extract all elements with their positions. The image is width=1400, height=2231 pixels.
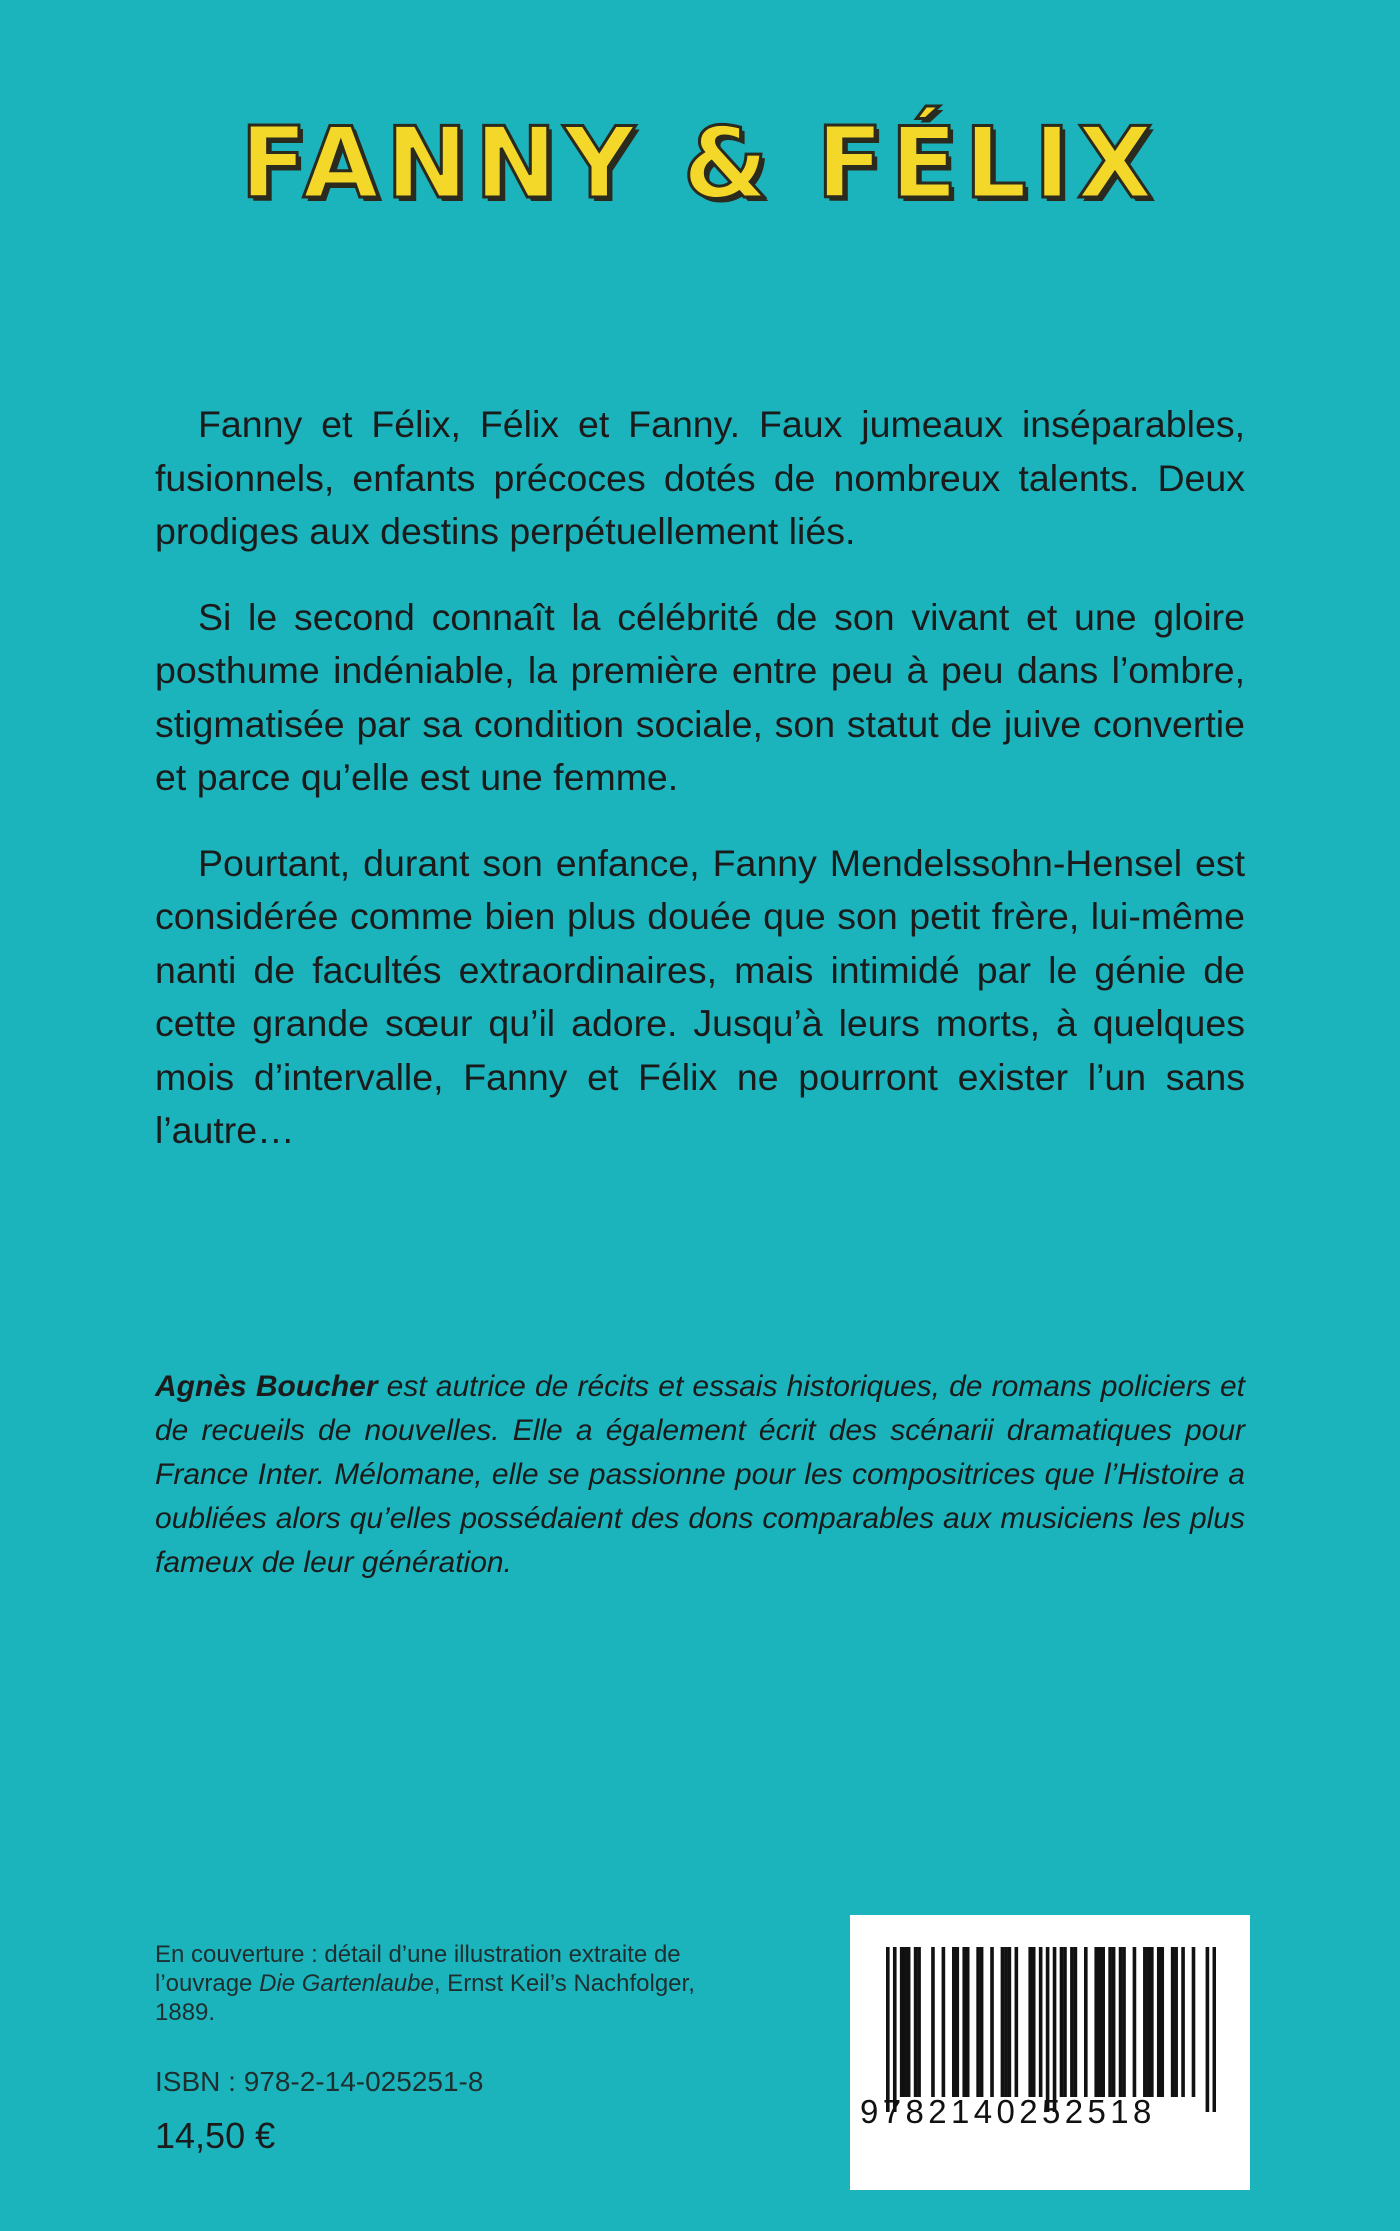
barcode-bar: [1213, 1947, 1216, 2112]
barcode-bar: [900, 1947, 904, 2097]
barcode-bar: [1046, 1947, 1050, 2112]
barcode-bar: [1039, 1947, 1043, 2097]
barcode-bar: [1122, 1947, 1126, 2097]
barcode-bar: [1133, 1947, 1137, 2097]
isbn: ISBN : 978-2-14-025251-8: [155, 2066, 484, 2097]
barcode-bar: [990, 1947, 994, 2097]
barcode-bar: [1001, 1947, 1005, 2097]
summary-paragraph: Fanny et Félix, Félix et Fanny. Faux jumeaux inséparables, fusionnels, enfants précoces dotés de nombreux talents. Deux prodiges aux destins perpétuellement liés.: [155, 403, 1245, 552]
cover-credit: [155, 1940, 745, 2027]
barcode-bar: [1063, 1947, 1067, 2097]
barcode-bar: [942, 1947, 946, 2097]
barcode-bar: [955, 1947, 959, 2097]
barcode-bar: [1147, 1947, 1151, 2097]
barcode-bar: [1160, 1947, 1164, 2097]
barcode-bar: [1101, 1947, 1105, 2097]
barcode-bar: [1174, 1947, 1178, 2097]
barcode: [850, 1915, 1250, 2190]
barcode-bar: [886, 1947, 890, 2112]
barcode-bar: [1053, 1947, 1057, 2112]
barcode-bar: [1084, 1947, 1088, 2097]
barcode-bar: [1192, 1947, 1196, 2097]
barcode-number: 9782140252518: [860, 2093, 1156, 2130]
summary: [155, 398, 1245, 1190]
barcode-bar: [903, 1947, 907, 2097]
barcode-bar: [907, 1947, 911, 2097]
barcode-bar: [893, 1947, 897, 2112]
barcode-bar: [1119, 1947, 1123, 2097]
barcode-bar: [1060, 1947, 1064, 2097]
barcode-bar: [1112, 1947, 1116, 2097]
barcode-bar: [1150, 1947, 1154, 2097]
barcode-bar: [917, 1947, 921, 2097]
barcode-bar: [1181, 1947, 1185, 2097]
summary-paragraph: Pourtant, durant son enfance, Fanny Mendelssohn-Hensel est considérée comme bien plus douée que son petit frère, lui-même nanti de facultés extraordinaires, mais intimidé par le génie de cette grande sœur qu’il adore. Jusqu’à leurs morts, à quelques mois d’intervalle, Fanny et Félix ne pourront exister l’un sans l’autre…: [155, 841, 1245, 1151]
barcode-bar: [914, 1947, 918, 2097]
cover-credit-work: Die Gartenlaube: [259, 1970, 434, 1997]
author-bio: [155, 1365, 1245, 1585]
price: 14,50 €: [155, 2115, 276, 2156]
barcode-bar: [1206, 1947, 1210, 2112]
barcode-bar: [1032, 1947, 1036, 2097]
barcode-bar: [1157, 1947, 1161, 2097]
summary-paragraph: Si le second connaît la célébrité de son vivant et une gloire posthume indéniable, la première entre peu à peu dans l’ombre, stigmatisée par sa condition sociale, son statut de juive convertie et parce qu’elle est une femme.: [155, 595, 1245, 798]
barcode-bars: [886, 1947, 1216, 2112]
cover-credit-text: En couverture : détail d’une illustration extraite de l’ouvrage: [155, 1941, 681, 1997]
barcode-bar: [1143, 1947, 1147, 2097]
book-title: FANNY & FÉLIX: [240, 107, 1160, 221]
barcode-bar: [962, 1947, 966, 2097]
barcode-bar: [1171, 1947, 1175, 2097]
barcode-bar: [1004, 1947, 1008, 2097]
barcode-bar: [1074, 1947, 1078, 2097]
barcode-bar: [952, 1947, 956, 2097]
barcode-bar: [966, 1947, 970, 2097]
barcode-bar: [1008, 1947, 1012, 2097]
barcode-bar: [1098, 1947, 1102, 2097]
barcode-bar: [1070, 1947, 1074, 2097]
barcode-bar: [980, 1947, 984, 2097]
barcode-bar: [931, 1947, 935, 2097]
barcode-bar: [1108, 1947, 1112, 2097]
barcode-bar: [976, 1947, 980, 2097]
author-bio-text: est autrice de récits et essais historiques, de romans policiers et de recueils de nouvelles. Elle a également écrit des scénarii dramatiques pour France Inter. Mélomane, elle se passionne pour les compositrices que l’Histoire a oubliées alors qu’elles possédaient des dons comparables aux musiciens les plus fameux de leur génération.: [155, 1370, 1245, 1579]
cover-credit-publisher: , Ernst Keil’s Nachfolger, 1889.: [155, 1970, 695, 2026]
author-name: Agnès Boucher: [155, 1370, 378, 1403]
barcode-bar: [1028, 1947, 1032, 2097]
barcode-bar: [1094, 1947, 1098, 2097]
barcode-bar: [1015, 1947, 1019, 2097]
